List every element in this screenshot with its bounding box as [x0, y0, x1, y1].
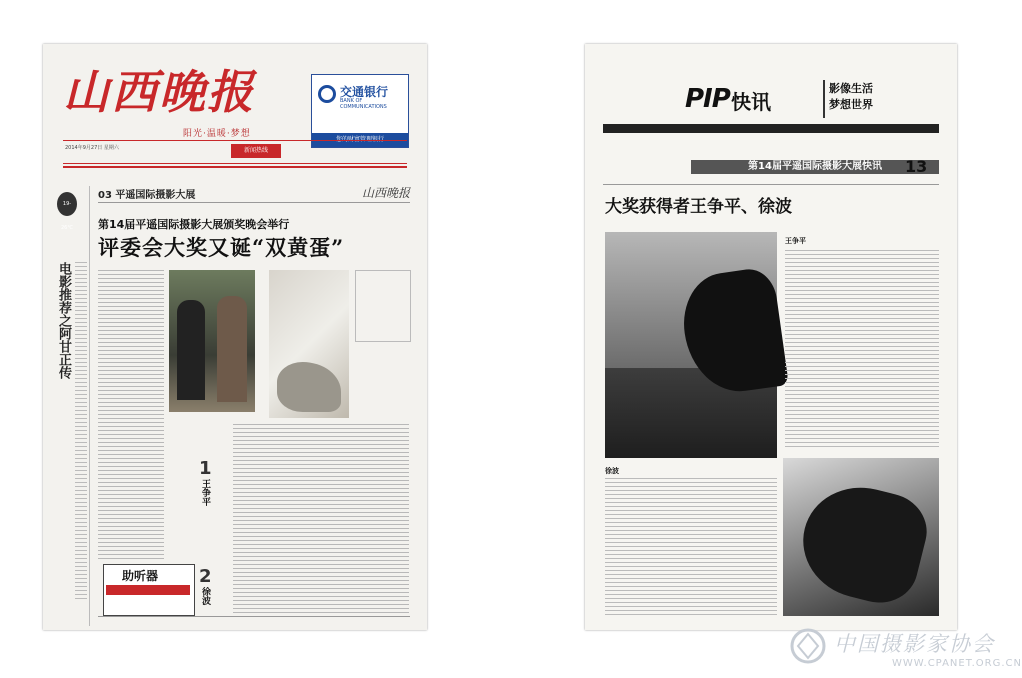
- bank-advertisement: [311, 74, 409, 148]
- author-name: 王争平: [785, 237, 806, 245]
- right-section-divider: [603, 184, 939, 185]
- winner-1-number: 1: [199, 458, 212, 479]
- main-headline: 评委会大奖又诞“双黄蛋”: [98, 235, 345, 260]
- bank-name-english: BANK OF COMMUNICATIONS: [340, 98, 387, 110]
- page-number: 13: [905, 157, 928, 176]
- section-logo: 山西晚报: [361, 186, 410, 200]
- pip-logo: PIP: [685, 84, 730, 114]
- pip-header-bar: [603, 124, 939, 133]
- second-author-heading: 徐波: [605, 467, 619, 475]
- weather-badge: 19-26℃: [61, 201, 73, 231]
- winner-2-block: [199, 566, 229, 676]
- horse-photo-large: [605, 232, 777, 458]
- bank-name: 交通银行: [340, 85, 389, 99]
- author-bio-text: [785, 250, 939, 450]
- article-column-2: [233, 424, 409, 614]
- winner-1-name: 王争平: [200, 479, 210, 506]
- masthead-title: 山西晚报: [63, 65, 255, 119]
- issue-date: 2014年9月27日 星期六: [65, 145, 119, 151]
- section-bar: [98, 186, 410, 200]
- hearing-aid-ad-band: [106, 585, 190, 595]
- horse-photo-small: [783, 458, 939, 616]
- winner-2-name: 徐波: [200, 587, 210, 605]
- watermark-name: 中国摄影家协会: [834, 632, 995, 656]
- pip-kuaixun: 快讯: [731, 90, 771, 114]
- masthead-slogan: 阳光·温暖·梦想: [183, 129, 251, 139]
- winner-figure-2: [217, 296, 247, 402]
- article-column-1: [98, 270, 164, 560]
- watermark-url: WWW.CPANET.ORG.CN: [892, 658, 1022, 669]
- side-column: [49, 186, 90, 626]
- photo-caption-box: [355, 270, 411, 342]
- horse-photo: [269, 270, 349, 418]
- section-divider: [98, 202, 410, 203]
- winner-1-block: [199, 458, 229, 568]
- winner-2-number: 2: [199, 566, 212, 587]
- pip-tagline-2: 梦想世界: [829, 98, 873, 111]
- pip-tagline-1: 影像生活: [829, 82, 873, 95]
- bank-tagline: 您的财富管理银行: [312, 133, 408, 147]
- hotline-label: 新闻热线: [243, 147, 268, 154]
- side-headline: 电影推荐之阿甘正传: [56, 262, 71, 379]
- section-label: 03 平遥国际摄影大展: [98, 190, 196, 201]
- bottom-divider: [98, 616, 410, 617]
- weather-drop-icon: [57, 192, 77, 231]
- winner-figure-1: [177, 300, 205, 400]
- hotline-number: 0351-4256666: [233, 153, 270, 159]
- horse-shape: [277, 362, 341, 412]
- right-section-banner: 第14届平遥国际摄影大展快讯: [691, 160, 939, 174]
- right-headline: 大奖获得者王争平、徐波: [605, 197, 792, 217]
- second-author-text: [605, 478, 777, 618]
- hearing-aid-ad: [103, 564, 195, 616]
- pip-tagline: [823, 80, 909, 118]
- hearing-aid-ad-title: 助听器: [122, 569, 159, 583]
- issue-meta-bar: [63, 140, 407, 164]
- right-newspaper-page: [585, 44, 957, 630]
- cpa-logo-icon: [788, 626, 828, 666]
- left-newspaper-page: [43, 44, 427, 630]
- sub-headline: 第14届平遥国际摄影大展颁奖晚会举行: [98, 218, 290, 231]
- red-divider: [63, 166, 407, 168]
- bank-logo-icon: [318, 85, 336, 103]
- side-body-text: [75, 262, 87, 602]
- winners-photo: [169, 270, 255, 412]
